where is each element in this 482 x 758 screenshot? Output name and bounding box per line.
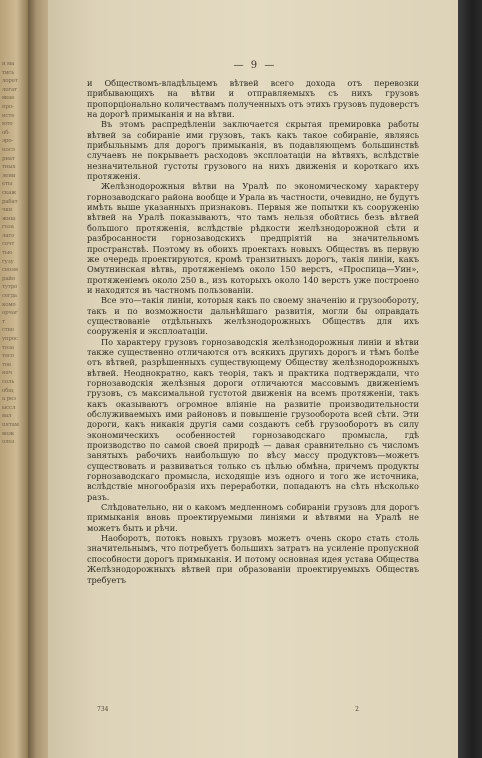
paragraph: Въ этомъ распредѣленіи заключается скрытая премировка работы вѣтвей за собираніе ими грузовъ, такъ какъ такое собираніе, являясь прибыльнымъ для дорогъ примыканія, въ подавляющемъ большинствѣ случаевъ не покрываетъ расходовъ эксплоатаціи на вѣтвяхъ, вслѣдствіе незначительной густоты грузового на нихъ движенія и короткаго ихъ протяженія. <box>87 119 419 182</box>
paragraph: Желѣзнодорожныя вѣтви на Уралѣ по экономическому характеру горнозаводскаго района вообще и Урала въ частности, очевидно, не будутъ имѣть выше указанныхъ признаковъ. Первыя же попытки къ сооруженію вѣтвей на Уралѣ показываютъ, что тамъ нельзя обойтись безъ вѣтвей большого протяженія, вслѣдствіе рѣдкости желѣзнодорожной сѣти и разбросанности горнозаводскихъ предпріятій на значительномъ пространствѣ. Поэтому въ обоихъ проектахъ новыхъ Обществъ въ первую же очередь проектируются, кромѣ транзитныхъ дорогъ, такія линіи, какъ Омутнинская вѣтвь, протяженіемъ около 150 верстъ, «Проспица—Уин», протяженіемъ около 250 в., изъ которыхъ около 140 верстъ уже построено и находятся въ частномъ пользованіи. <box>87 181 419 295</box>
paragraph: и Обществомъ-владѣльцемъ вѣтвей всего дохода отъ перевозки прибывающихъ на вѣтви и отправляемыхъ съ нихъ грузовъ пропорціонально количествамъ полученныхъ отъ этихъ грузовъ пудоверстъ на дорогѣ примыканія и на вѣтви. <box>87 78 419 120</box>
page-footer <box>87 706 419 713</box>
book-cover-edge <box>458 0 482 758</box>
paragraph: Слѣдовательно, ни о какомъ медленномъ собираніи грузовъ для дорогъ примыканія вновь проектируемыми линіями и вѣтвями на Уралѣ не можетъ быть и рѣчи. <box>87 502 419 533</box>
paragraph: Наоборотъ, потокъ новыхъ грузовъ можетъ очень скоро стать столь значительнымъ, что потребуетъ большихъ затратъ на усиленіе пропускной способности дорогъ примыканія. И потому основная идея устава Общества Желѣзнодорожныхъ вѣтвей при образованіи проектируемыхъ Обществъ требуетъ <box>87 533 419 585</box>
page-text <box>87 78 419 585</box>
left-page-edge <box>0 0 28 758</box>
footer-signature-number: 734 <box>97 706 109 713</box>
paragraph: По характеру грузовъ горнозаводскія желѣзнодорожныя линіи и вѣтви также существенно отличаются отъ всякихъ другихъ дорогъ и тѣмъ болѣе отъ вѣтвей, разрѣшенныхъ существующему Обществу желѣзнодорожныхъ вѣтвей. Неоднократно, какъ теорія, такъ и практика подтверждали, что горнозаводскія желѣзныя дороги отличаются массовымъ движеніемъ грузовъ, съ максимальной густотой движенія на всемъ протяженіи, такъ какъ оказываютъ огромное вліяніе на развитіе производительности обслуживаемыхъ ими районовъ и повышеніе грузооборота всей сѣти. Эти дороги, какъ никакія другія сами создаютъ себѣ грузооборотъ въ силу экономическихъ особенностей горнозаводскаго промысла, гдѣ производство по самой своей природѣ — давая сравнительно съ числомъ занятыхъ рабочихъ наибольшую по вѣсу массу продуктовъ—можетъ существовать и развиваться только съ цѣлью обмѣна, причемъ продукты горнозаводскаго промысла, исходящіе изъ одного и того же источника, вслѣдствіе многообразія ихъ переработки, попадаютъ на сѣть нѣсколько разъ. <box>87 336 419 502</box>
page-number: — 9 — <box>233 60 277 71</box>
left-page-edge-text: и ма тись лорот логат вкае про- нсте юто об- эро- посл рнат тных лени еты скаж рабат чки жиш гоза лаго сочт тью гузу свозм райо тутро сегда комо орчаг т ство упрос тоза тесо тое нач соль общ а рез ыссл вал пятам возк олоз <box>2 61 19 446</box>
footer-sheet-number: 2 <box>355 706 359 713</box>
paragraph: Все это—такія линіи, которыя какъ по своему значенію и грузообороту, такъ и по возможности дальнѣйшаго развитія, могли бы оправдать существованіе отдѣльныхъ желѣзнодорожныхъ Обществъ для ихъ сооруженія и эксплоатаціи. <box>87 295 419 337</box>
